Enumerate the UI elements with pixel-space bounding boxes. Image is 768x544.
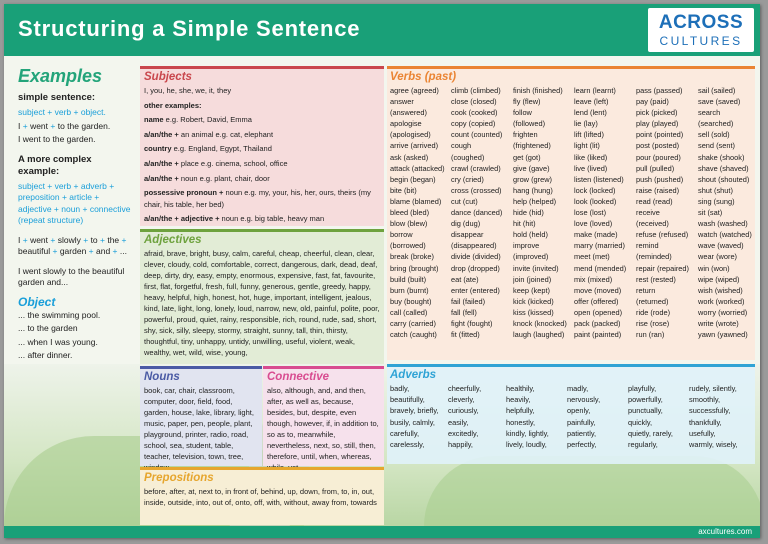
subjects-panel bbox=[140, 66, 384, 226]
object-item: ... after dinner. bbox=[18, 350, 73, 360]
verb-entry: give (gave) bbox=[513, 163, 550, 173]
verb-entry: build (built) bbox=[390, 274, 427, 284]
complex-pattern bbox=[18, 235, 134, 258]
examples-panel bbox=[14, 66, 138, 396]
logo-bottom-text: CULTURES bbox=[659, 34, 743, 48]
adverb-entry: patiently, bbox=[567, 428, 597, 438]
verb-entry: cut (cut) bbox=[451, 196, 478, 206]
adverb-entry: lively, loudly, bbox=[506, 440, 547, 450]
subject-row bbox=[144, 173, 380, 185]
verb-entry: (disappeared) bbox=[451, 241, 497, 251]
verb-entry: worry (worried) bbox=[698, 307, 748, 317]
verb-entry: refuse (refused) bbox=[636, 230, 689, 240]
verb-entry: get (got) bbox=[513, 152, 541, 162]
subject-row-text: noun e.g. plant, chair, door bbox=[178, 173, 270, 183]
poster bbox=[4, 4, 760, 538]
verb-entry: cough bbox=[451, 141, 472, 151]
adverb-entry: usefully, bbox=[689, 428, 716, 438]
complex-heading: A more complex example: bbox=[18, 153, 92, 177]
subjects-pronouns: I, you, he, she, we, it, they bbox=[144, 86, 232, 95]
nouns-panel bbox=[140, 366, 262, 466]
subject-row bbox=[144, 143, 380, 155]
pattern-part: went bbox=[27, 120, 51, 131]
plus-sign: + bbox=[50, 234, 56, 245]
adverbs-grid bbox=[390, 383, 752, 450]
verb-entry: fight (fought) bbox=[451, 318, 493, 328]
verb-entry: improve bbox=[513, 241, 540, 251]
adverbs-column bbox=[567, 383, 628, 450]
subject-row-label: possessive pronoun + bbox=[144, 188, 224, 198]
plus-sign: + bbox=[22, 120, 28, 131]
plus-sign: + bbox=[52, 246, 58, 256]
subject-row bbox=[144, 158, 380, 170]
verb-entry: agree (agreed) bbox=[390, 86, 439, 95]
verb-entry: wish (wished) bbox=[698, 285, 743, 295]
subject-row-text: an animal e.g. cat, elephant bbox=[178, 129, 274, 139]
pattern-part: I bbox=[18, 234, 23, 245]
adverb-entry: quietly, rarely, bbox=[628, 428, 673, 438]
pattern-part: beautiful bbox=[18, 246, 53, 256]
verb-entry: enter (entered) bbox=[451, 285, 500, 295]
plus-sign: + bbox=[121, 234, 127, 245]
verb-entry: (borrowed) bbox=[390, 241, 426, 251]
logo-top-text: ACROSS bbox=[658, 12, 744, 33]
object-title: Object bbox=[18, 294, 56, 309]
verb-entry: bring (brought) bbox=[390, 263, 439, 273]
verb-entry: eat (ate) bbox=[451, 274, 479, 284]
adverb-entry: bravely, briefly, bbox=[390, 406, 439, 416]
adverbs-column bbox=[506, 383, 567, 450]
plus-sign: + bbox=[88, 246, 94, 256]
adverb-entry: thankfully, bbox=[689, 417, 722, 427]
adverb-entry: carefully, bbox=[390, 428, 420, 438]
verbs-column bbox=[574, 85, 636, 340]
verb-entry: dance (danced) bbox=[451, 208, 503, 218]
verb-entry: call (called) bbox=[390, 307, 428, 317]
verb-entry: blame (blamed) bbox=[390, 196, 442, 206]
subjects-other-heading: other examples: bbox=[144, 100, 202, 110]
adverb-entry: beautifully, bbox=[390, 395, 425, 405]
verb-entry: break (broke) bbox=[390, 252, 434, 262]
subjects-title: Subjects bbox=[144, 71, 192, 83]
adverb-entry: playfully, bbox=[628, 384, 657, 393]
adverb-entry: smoothly, bbox=[689, 395, 721, 405]
subject-row-text: e.g. England, Egypt, Thailand bbox=[171, 144, 272, 154]
verb-entry: repair (repaired) bbox=[636, 263, 689, 273]
pattern-part: garden bbox=[57, 246, 89, 256]
verb-entry: buy (bought) bbox=[390, 296, 432, 306]
verb-entry: live (lived) bbox=[574, 163, 608, 173]
object-item: ... to the garden bbox=[18, 323, 78, 333]
verb-entry: (reminded) bbox=[636, 252, 672, 262]
examples-title: Examples bbox=[18, 66, 103, 86]
plus-sign: + bbox=[100, 234, 105, 245]
verb-entry: sit (sat) bbox=[698, 208, 723, 218]
verb-entry: ride (rode) bbox=[636, 307, 671, 317]
adverbs-column bbox=[390, 383, 448, 450]
verb-entry: win (won) bbox=[698, 263, 730, 273]
adverb-entry: badly, bbox=[390, 384, 410, 393]
verbs-column bbox=[636, 85, 698, 340]
verb-entry: sail (sailed) bbox=[698, 86, 736, 95]
verb-entry: count (counted) bbox=[451, 130, 503, 140]
complex-formula: subject + verb + adverb + preposition + article + adjective + noun + connective (repeat structure) bbox=[18, 180, 131, 225]
pattern-part: slowly bbox=[55, 234, 84, 245]
verb-entry: look (looked) bbox=[574, 196, 617, 206]
connective-list: also, although, and, and then, after, as well as, because, besides, but, despite, even though, however, if, in addition to, so as to, meanwhile, nevertheless, next, so, still, then, therefore, until, when, whereas, bbox=[267, 386, 379, 461]
verb-entry: frighten bbox=[513, 130, 538, 140]
verb-entry: grow (grew) bbox=[513, 174, 553, 184]
verb-entry: pay (paid) bbox=[636, 97, 669, 107]
verb-entry: fly (flew) bbox=[513, 97, 541, 107]
verbs-grid bbox=[390, 85, 752, 340]
verb-entry: wash (washed) bbox=[698, 219, 748, 229]
verb-entry: move (moved) bbox=[574, 285, 622, 295]
verb-entry: rise (rose) bbox=[636, 318, 670, 328]
logo bbox=[648, 8, 754, 52]
verb-entry: follow bbox=[513, 108, 532, 118]
verb-entry: (coughed) bbox=[451, 152, 485, 162]
verb-entry: wave (waved) bbox=[698, 241, 744, 251]
verb-entry: pass (passed) bbox=[636, 86, 683, 95]
adverb-entry: healthily, bbox=[506, 384, 535, 393]
verb-entry: return bbox=[636, 285, 656, 295]
verb-entry: invite (invited) bbox=[513, 263, 559, 273]
object-item: ... when I was young. bbox=[18, 336, 98, 347]
verb-entry: bite (bit) bbox=[390, 185, 417, 195]
verb-entry: finish (finished) bbox=[513, 86, 563, 95]
verb-entry: marry (married) bbox=[574, 241, 625, 251]
verb-entry: (returned) bbox=[636, 296, 669, 306]
verb-entry: dig (dug) bbox=[451, 219, 481, 229]
verbs-column bbox=[451, 85, 513, 340]
verbs-column bbox=[390, 85, 451, 340]
verb-entry: (searched) bbox=[698, 119, 734, 129]
verbs-column bbox=[513, 85, 574, 340]
verb-entry: point (pointed) bbox=[636, 130, 684, 140]
verb-entry: shout (shouted) bbox=[698, 174, 750, 184]
verb-entry: like (liked) bbox=[574, 152, 608, 162]
verb-entry: yawn (yawned) bbox=[698, 330, 748, 340]
adverb-entry: nervously, bbox=[567, 395, 601, 405]
subject-row-label: a/an/the + bbox=[144, 158, 179, 168]
verb-entry: hang (hung) bbox=[513, 185, 553, 195]
verb-entry: offer (offered) bbox=[574, 296, 619, 306]
verb-entry: (followed) bbox=[513, 119, 546, 129]
verb-entry: keep (kept) bbox=[513, 285, 550, 295]
verb-entry: work (worked) bbox=[698, 296, 745, 306]
verb-entry: receive bbox=[636, 208, 660, 218]
verb-entry: kiss (kissed) bbox=[513, 307, 554, 317]
subject-row-label: a/an/the + adjective + bbox=[144, 214, 220, 224]
verb-entry: paint (painted) bbox=[574, 330, 622, 340]
verb-entry: join (joined) bbox=[513, 274, 552, 284]
verb-entry: pour (poured) bbox=[636, 152, 681, 162]
verb-entry: help (helped) bbox=[513, 196, 557, 206]
verb-entry: (frightened) bbox=[513, 141, 551, 151]
subject-row bbox=[144, 114, 380, 126]
verb-entry: open (opened) bbox=[574, 307, 623, 317]
adverb-entry: punctually, bbox=[628, 406, 663, 416]
adverb-entry: madly, bbox=[567, 384, 589, 393]
verb-entry: disappear bbox=[451, 230, 484, 240]
verb-entry: mix (mixed) bbox=[574, 274, 613, 284]
verb-entry: send (sent) bbox=[698, 141, 735, 151]
verb-entry: begin (began) bbox=[390, 174, 436, 184]
adverb-entry: excitedly, bbox=[448, 428, 479, 438]
pattern-part: went bbox=[27, 234, 51, 245]
adverb-entry: warmly, wisely, bbox=[689, 440, 738, 450]
verb-entry: pick (picked) bbox=[636, 108, 678, 118]
verb-entry: borrow bbox=[390, 230, 413, 240]
subject-row-label: a/an/the + bbox=[144, 129, 179, 139]
verb-entry: pack (packed) bbox=[574, 318, 621, 328]
verb-entry: close (closed) bbox=[451, 97, 497, 107]
verb-entry: make (made) bbox=[574, 230, 618, 240]
object-item: ... the swimming pool. bbox=[18, 309, 101, 320]
verb-entry: post (posted) bbox=[636, 141, 680, 151]
verb-entry: fit (fitted) bbox=[451, 330, 480, 340]
plus-sign: + bbox=[50, 120, 56, 131]
adverbs-column bbox=[448, 383, 506, 450]
nouns-list: book, car, chair, classroom, computer, door, field, food, garden, house, lake, library, light, music, paper, pen, people, plant, playground, printer, radio, road, school, sea, student, table, teacher, television, town, tree, bbox=[144, 386, 254, 461]
footer-url: axcultures.com bbox=[698, 527, 752, 536]
subject-row-text: place e.g. cinema, school, office bbox=[178, 158, 288, 168]
adverb-entry: curiously, bbox=[448, 406, 479, 416]
verb-entry: catch (caught) bbox=[390, 330, 437, 340]
pattern-part: the bbox=[104, 234, 122, 245]
verb-entry: sing (sung) bbox=[698, 196, 735, 206]
simple-pattern bbox=[18, 121, 134, 133]
adverb-entry: happily, bbox=[448, 440, 473, 450]
prepositions-title: Prepositions bbox=[144, 472, 214, 484]
verb-entry: shake (shook) bbox=[698, 152, 745, 162]
adverb-entry: heavily, bbox=[506, 395, 531, 405]
verb-entry: fall (fell) bbox=[451, 307, 477, 317]
connective-panel bbox=[263, 366, 384, 466]
verb-entry: sell (sold) bbox=[698, 130, 730, 140]
verb-entry: (apologised) bbox=[390, 130, 431, 140]
adverb-entry: cleverly, bbox=[448, 395, 475, 405]
adverb-entry: honestly, bbox=[506, 417, 536, 427]
verb-entry: meet (met) bbox=[574, 252, 610, 262]
adverb-entry: kindly, lightly, bbox=[506, 428, 549, 438]
prepositions-list: before, after, at, next to, in front of, behind, up, down, from, to, in, out, inside, outside, into, out of, onto, off, with, without, away from, towards bbox=[144, 487, 377, 507]
verbs-column bbox=[698, 85, 754, 340]
verb-entry: (answered) bbox=[390, 108, 427, 118]
verb-entry: divide (divided) bbox=[451, 252, 501, 262]
verb-entry: climb (climbed) bbox=[451, 86, 501, 95]
nouns-title: Nouns bbox=[144, 371, 180, 383]
verb-entry: bleed (bled) bbox=[390, 208, 430, 218]
verb-entry: shave (shaved) bbox=[698, 163, 749, 173]
subject-row bbox=[144, 213, 380, 225]
verb-entry: ask (asked) bbox=[390, 152, 429, 162]
verb-entry: write (wrote) bbox=[698, 318, 739, 328]
adverb-entry: easily, bbox=[448, 417, 469, 427]
verb-entry: wipe (wiped) bbox=[698, 274, 740, 284]
verb-entry: copy (copied) bbox=[451, 119, 496, 129]
pattern-part: and bbox=[93, 246, 113, 256]
verb-entry: drop (dropped) bbox=[451, 263, 500, 273]
verb-entry: lose (lost) bbox=[574, 208, 607, 218]
adjectives-title: Adjectives bbox=[144, 234, 202, 246]
verb-entry: crawl (crawled) bbox=[451, 163, 501, 173]
verbs-panel bbox=[387, 66, 755, 360]
hill-decoration bbox=[424, 456, 760, 526]
verb-entry: cross (crossed) bbox=[451, 185, 502, 195]
verb-entry: hit (hit) bbox=[513, 219, 536, 229]
adverb-entry: quickly, bbox=[628, 417, 653, 427]
verb-entry: arrive (arrived) bbox=[390, 141, 439, 151]
verb-entry: rest (rested) bbox=[636, 274, 676, 284]
footer-bar bbox=[4, 526, 760, 538]
verb-entry: lie (lay) bbox=[574, 119, 598, 129]
subject-row-text: e.g. Robert, David, Emma bbox=[163, 115, 252, 125]
subject-row-label: name bbox=[144, 115, 164, 125]
adverb-entry: powerfully, bbox=[628, 395, 663, 405]
adverb-entry: regularly, bbox=[628, 440, 658, 450]
adverb-entry: openly, bbox=[567, 406, 591, 416]
adverbs-column bbox=[628, 383, 689, 450]
pattern-part: to the garden. bbox=[55, 120, 111, 131]
verb-entry: carry (carried) bbox=[390, 318, 436, 328]
adverbs-panel bbox=[387, 364, 755, 464]
adverb-entry: cheerfully, bbox=[448, 384, 482, 393]
adverb-entry: painfully, bbox=[567, 417, 596, 427]
verb-entry: love (loved) bbox=[574, 219, 613, 229]
pattern-part: to bbox=[88, 234, 101, 245]
prepositions-panel bbox=[140, 467, 384, 525]
plus-sign: + bbox=[22, 234, 28, 245]
verb-entry: search bbox=[698, 108, 721, 118]
pattern-part: I bbox=[18, 120, 23, 131]
verb-entry: knock (knocked) bbox=[513, 318, 567, 328]
adverb-entry: perfectly, bbox=[567, 440, 597, 450]
verb-entry: save (saved) bbox=[698, 97, 741, 107]
verb-entry: read (read) bbox=[636, 196, 673, 206]
adverbs-column bbox=[689, 383, 754, 450]
verb-entry: blow (blew) bbox=[390, 219, 428, 229]
connective-title: Connective bbox=[267, 371, 329, 383]
subject-row bbox=[144, 129, 380, 141]
verb-entry: pull (pulled) bbox=[636, 163, 675, 173]
verb-entry: leave (left) bbox=[574, 97, 609, 107]
verb-entry: laugh (laughed) bbox=[513, 330, 565, 340]
verb-entry: remind bbox=[636, 241, 659, 251]
verb-entry: burn (burnt) bbox=[390, 285, 429, 295]
simple-sentence-heading: simple sentence: bbox=[18, 92, 96, 103]
verb-entry: lift (lifted) bbox=[574, 130, 604, 140]
verb-entry: watch (watched) bbox=[698, 230, 752, 240]
verb-entry: lend (lent) bbox=[574, 108, 607, 118]
adjectives-panel bbox=[140, 229, 384, 364]
pattern-part: ... bbox=[117, 246, 127, 256]
plus-sign: + bbox=[83, 234, 89, 245]
adverbs-title: Adverbs bbox=[390, 369, 437, 381]
verb-entry: mend (mended) bbox=[574, 263, 627, 273]
verb-entry: (improved) bbox=[513, 252, 549, 262]
verb-entry: shut (shut) bbox=[698, 185, 733, 195]
header-bar bbox=[4, 4, 760, 56]
adverb-entry: carelessly, bbox=[390, 440, 425, 450]
verbs-title: Verbs (past) bbox=[390, 71, 457, 83]
subject-row-text: noun e.g. big table, heavy man bbox=[219, 214, 325, 224]
verb-entry: cry (cried) bbox=[451, 174, 484, 184]
verb-entry: hide (hid) bbox=[513, 208, 544, 218]
adverb-entry: successfully, bbox=[689, 406, 731, 416]
subject-row-label: a/an/the + bbox=[144, 173, 179, 183]
verb-entry: hold (held) bbox=[513, 230, 548, 240]
adverb-entry: rudely, silently, bbox=[689, 384, 737, 393]
adverb-entry: helpfully, bbox=[506, 406, 535, 416]
verb-entry: run (ran) bbox=[636, 330, 665, 340]
simple-example: I went to the garden. bbox=[18, 134, 96, 144]
verb-entry: cook (cooked) bbox=[451, 108, 498, 118]
subject-row-text: noun e.g. my, your, his, her, ours, theirs (my chair, his table, her bed) bbox=[144, 188, 371, 209]
subject-row-label: country bbox=[144, 144, 172, 154]
verb-entry: learn (learnt) bbox=[574, 86, 616, 95]
complex-example: I went slowly to the beautiful garden and... bbox=[18, 265, 125, 287]
verb-entry: wear (wore) bbox=[698, 252, 738, 262]
adjectives-list: afraid, brave, bright, busy, calm, careful, cheap, cheerful, clean, clear, clever, cloudy, cold, comfortable, correct, dangerous, dark, dead, deaf, deep, dirty, dry, easy, empty, enormous, expensive, fast, fat, favourite, first, flat, forgetful, fresh, full, funny, generous, gentle, greedy, happy, heavy, helpful, high, honest, hot, huge, important, intelligent, jealous, kind, late, light, long, lonely, loud, narrow, new, old, painful, polite, poor, powerful, proud, quiet, rainy, responsible, rich, round, rude, sad, short, shy, sick, silly, sleepy, stormy, straight, sunny, tall, thin, thirsty, thoughtful, tiny, unhappy, untidy, unwilling, useful, violent, weak, wealthy, wet, wild, wise, young, bbox=[144, 249, 380, 357]
verb-entry: raise (raised) bbox=[636, 185, 680, 195]
adverb-entry: busily, calmly, bbox=[390, 417, 435, 427]
verb-entry: listen (listened) bbox=[574, 174, 624, 184]
verb-entry: light (lit) bbox=[574, 141, 600, 151]
verb-entry: answer bbox=[390, 97, 414, 107]
verb-entry: fail (failed) bbox=[451, 296, 486, 306]
verb-entry: lock (locked) bbox=[574, 185, 616, 195]
plus-sign: + bbox=[112, 246, 118, 256]
verb-entry: apologise bbox=[390, 119, 422, 129]
verb-entry: kick (kicked) bbox=[513, 296, 554, 306]
subject-row bbox=[144, 187, 380, 210]
verb-entry: (received) bbox=[636, 219, 669, 229]
simple-formula: subject + verb + object. bbox=[18, 107, 106, 117]
verb-entry: play (played) bbox=[636, 119, 679, 129]
page-title: Structuring a Simple Sentence bbox=[18, 16, 361, 41]
verb-entry: attack (attacked) bbox=[390, 163, 445, 173]
verb-entry: push (pushed) bbox=[636, 174, 684, 184]
